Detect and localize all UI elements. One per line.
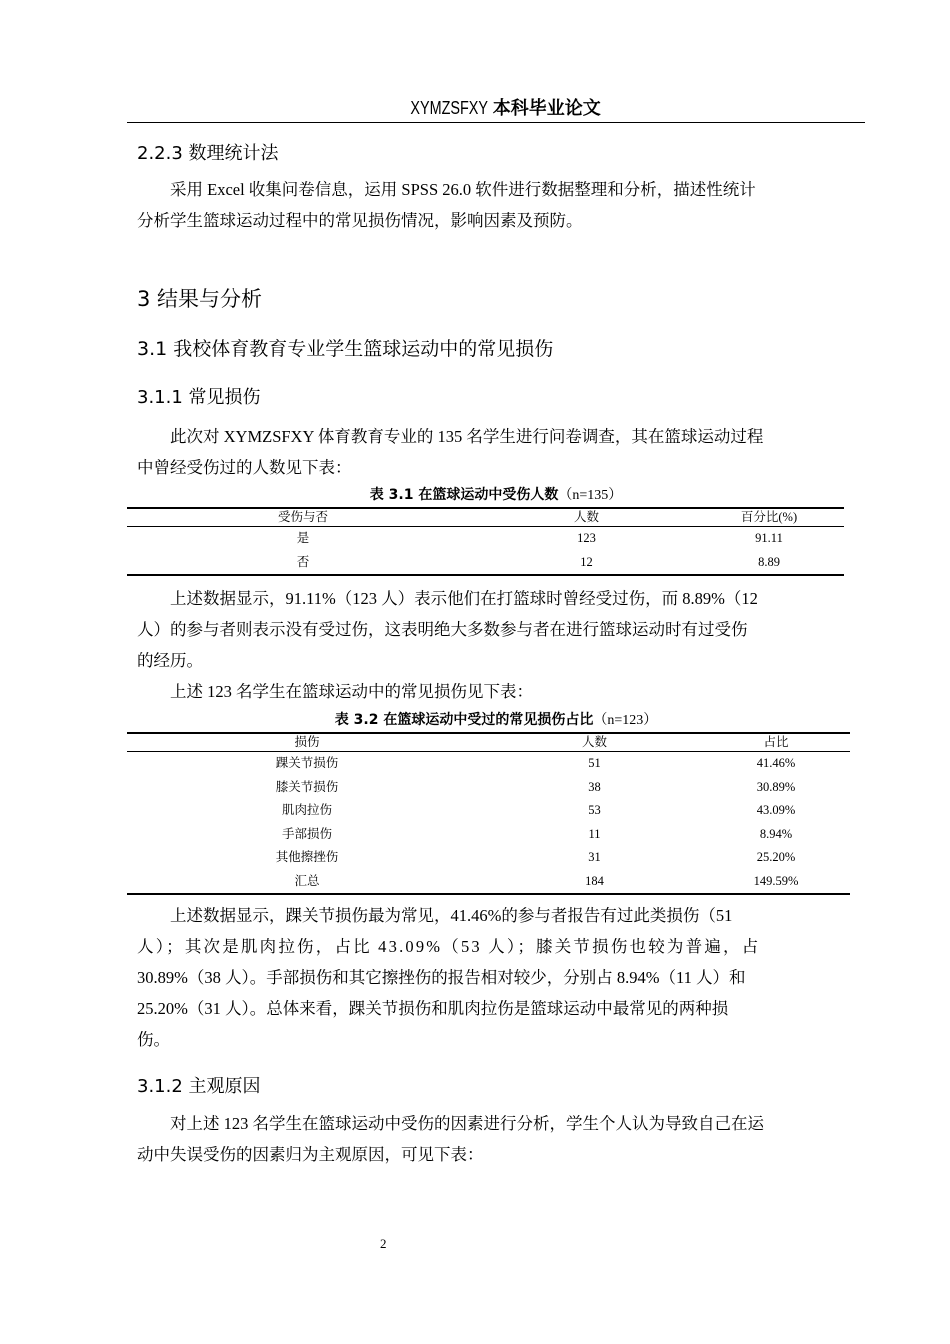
paragraph-line: 此次对 XYMZSFXY 体育教育专业的 135 名学生进行问卷调查，其在篮球运动过程 [170, 427, 764, 446]
table-row [127, 823, 850, 847]
table-cell: 184 [585, 873, 604, 888]
table-cell: 51 [588, 756, 601, 770]
table-cell: 38 [588, 779, 601, 794]
paragraph-table-3-2-analysis [137, 900, 859, 1055]
section-heading-2-2-3: 2.2.3 数理统计法 [137, 143, 279, 164]
paragraph-subjective-causes [137, 1108, 859, 1170]
paragraph-line: 人）；其次是肌肉拉伤，占比 43.09%（53 人）；膝关节损伤也较为普遍，占 [137, 937, 761, 956]
paragraph-line: 伤。 [137, 1030, 170, 1049]
caption-sample-size: （n=135） [558, 488, 623, 503]
table-header-row [127, 733, 850, 752]
table-row [127, 527, 844, 551]
table-header-row [127, 508, 844, 527]
column-header: 占比 [763, 735, 789, 749]
column-header: 损伤 [294, 735, 320, 749]
table-cell: 膝关节损伤 [275, 779, 339, 794]
paragraph-line: 对上述 123 名学生在篮球运动中受伤的因素进行分析，学生个人认为导致自己在运 [170, 1114, 764, 1133]
paragraph-line: 上述数据显示，91.11%（123 人）表示他们在打篮球时曾经受过伤，而 8.89%（12 [170, 589, 758, 608]
paragraph-statistics-method [137, 174, 859, 236]
column-header: 人数 [573, 510, 599, 524]
paragraph-line: 人）的参与者则表示没有受过伤，这表明绝大多数参与者在进行篮球运动时有过受伤 [137, 620, 748, 639]
caption-label: 表 3.2 在篮球运动中受过的常见损伤占比 [334, 712, 594, 728]
table-cell: 手部损伤 [281, 826, 332, 841]
table-cell: 25.20% [756, 850, 796, 864]
column-header: 人数 [581, 735, 607, 749]
paragraph-line: 动中失误受伤的因素归为主观原因，可见下表： [137, 1145, 484, 1164]
paragraph-line: 上述 123 名学生在篮球运动中的常见损伤见下表： [170, 682, 533, 701]
caption-label: 表 3.1 在篮球运动中受伤人数 [369, 487, 559, 503]
paragraph-line: 上述数据显示，踝关节损伤最为常见，41.46%的参与者报告有过此类损伤（51 [170, 906, 733, 925]
paragraph-line: 的经历。 [137, 651, 203, 670]
column-header: 百分比(%) [740, 510, 798, 524]
header-school-code: XYMZSFXY [410, 98, 489, 118]
table-cell: 是 [296, 531, 310, 545]
paragraph-line: 分析学生篮球运动过程中的常见损伤情况，影响因素及预防。 [137, 211, 583, 230]
table-row [127, 776, 850, 800]
table-cell: 8.89 [758, 554, 780, 569]
running-header [127, 96, 865, 121]
page-number: 2 [380, 1236, 387, 1251]
table-cell: 91.11 [755, 531, 783, 545]
table-cell: 30.89% [756, 779, 796, 794]
paragraph-table-3-1-analysis [137, 583, 859, 707]
paragraph-line: 采用 Excel 收集问卷信息，运用 SPSS 26.0 软件进行数据整理和分析，描述性统计 [170, 180, 756, 199]
table-cell: 41.46% [756, 756, 796, 770]
section-heading-3-1-1: 3.1.1 常见损伤 [137, 387, 261, 408]
table-cell: 8.94% [759, 826, 793, 841]
table-row [127, 551, 844, 576]
caption-sample-size: （n=123） [593, 713, 658, 728]
table-cell: 否 [296, 554, 310, 569]
table-3-1-injury-count [127, 507, 844, 576]
table-cell: 踝关节损伤 [275, 756, 339, 770]
table-cell: 149.59% [753, 873, 799, 888]
table-cell: 31 [588, 850, 601, 864]
table-row [127, 752, 850, 776]
header-rule [127, 122, 865, 123]
paragraph-survey-intro [137, 421, 859, 483]
table-cell: 123 [577, 531, 596, 545]
paragraph-line: 中曾经受伤过的人数见下表： [137, 458, 352, 477]
paragraph-line: 30.89%（38 人）。手部损伤和其它擦挫伤的报告相对较少，分别占 8.94%（11 人）和 [137, 968, 746, 987]
table-row [127, 846, 850, 870]
table-3-1-caption [127, 486, 865, 505]
table-cell: 汇总 [294, 873, 320, 888]
table-cell: 11 [588, 826, 601, 841]
section-heading-3-1: 3.1 我校体育教育专业学生篮球运动中的常见损伤 [137, 338, 554, 360]
header-title: 本科毕业论文 [492, 98, 601, 119]
column-header: 受伤与否 [277, 510, 328, 524]
section-heading-3-1-2: 3.1.2 主观原因 [137, 1076, 261, 1097]
table-row [127, 799, 850, 823]
table-row-total [127, 870, 850, 895]
table-cell: 12 [580, 554, 593, 569]
table-cell: 53 [588, 803, 601, 817]
table-cell: 其他擦挫伤 [275, 850, 339, 864]
table-3-2-caption [127, 711, 865, 730]
paragraph-line: 25.20%（31 人）。总体来看，踝关节损伤和肌肉拉伤是篮球运动中最常见的两种损 [137, 999, 729, 1018]
chapter-heading-3: 3 结果与分析 [137, 287, 263, 311]
table-cell: 肌肉拉伤 [281, 803, 332, 817]
table-cell: 43.09% [756, 803, 796, 817]
table-3-2-injury-types [127, 732, 850, 895]
